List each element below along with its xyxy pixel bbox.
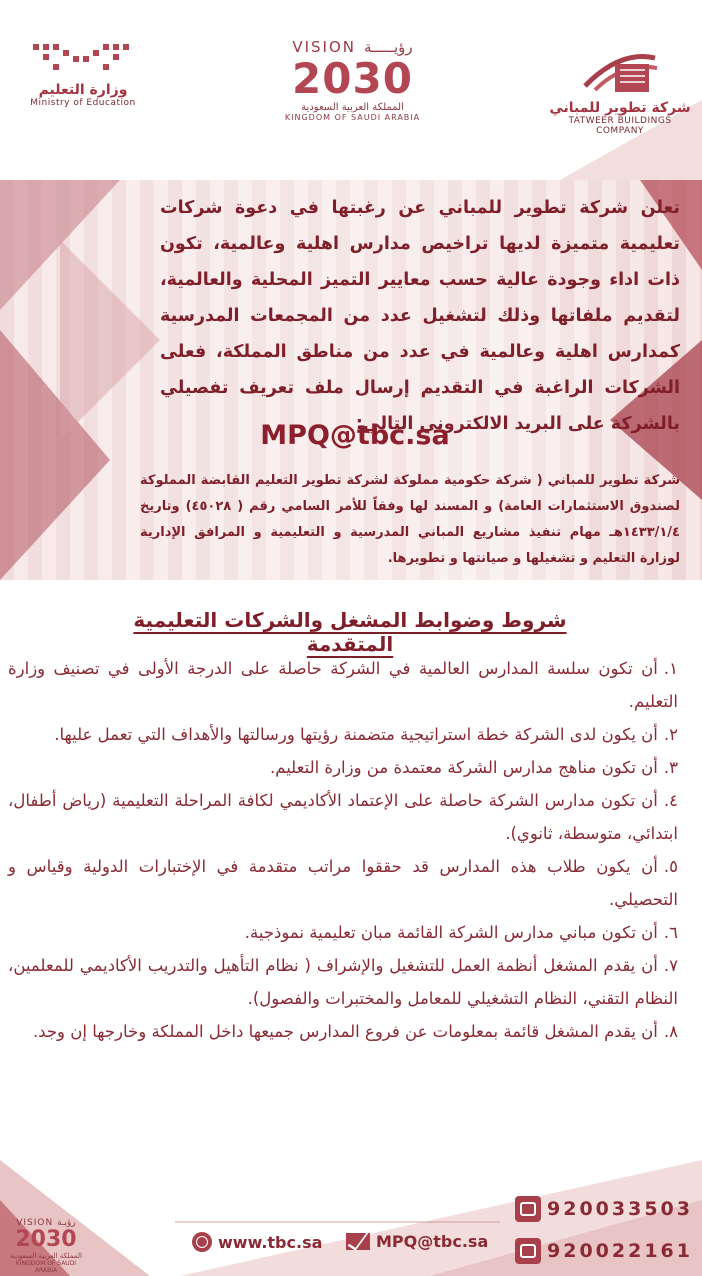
terms-title: شروط وضوابط المشغل والشركات التعليمية المتقدمة — [133, 608, 567, 656]
list-item — [8, 652, 678, 718]
list-item — [8, 949, 678, 1015]
item-number: ٢. — [663, 725, 678, 744]
building-icon — [575, 40, 665, 96]
item-number: ٧. — [663, 956, 678, 975]
item-number: ٨. — [663, 1022, 678, 1041]
tatweer-name-ar: شركة تطوير للمباني — [549, 100, 691, 116]
vision-year: 2030 — [292, 54, 413, 103]
phone-icon — [515, 1196, 541, 1222]
list-item — [8, 751, 678, 784]
phone-text-1: 920033503 — [547, 1198, 693, 1220]
footer-vision-logo — [6, 1218, 86, 1274]
tatweer-name-en: TATWEER BUILDINGS COMPANY — [568, 116, 672, 136]
envelope-icon — [346, 1233, 370, 1250]
terms-list — [8, 652, 678, 1048]
email-text: MPQ@tbc.sa — [376, 1232, 489, 1251]
kingdom-name-ar: المملكة العربية السعودية — [301, 102, 404, 113]
ministry-name-ar: وزارة التعليم — [38, 82, 128, 98]
phone-text-2: 920022161 — [547, 1240, 693, 1262]
announcement-banner — [0, 180, 702, 580]
phone-icon — [515, 1238, 541, 1264]
email-link[interactable] — [346, 1232, 488, 1251]
footer-vision-year: 2030 — [15, 1227, 77, 1252]
item-text: أن تكون مناهج مدارس الشركة معتمدة من وزارة التعليم. — [269, 758, 658, 777]
list-item — [8, 718, 678, 751]
tatweer-logo — [545, 40, 695, 136]
item-text: أن يقدم المشغل أنظمة العمل للتشغيل والإشراف ( نظام التأهيل والتدريب الأكاديمي للمعلمين، النظام التقني، النظام التشغيلي للمعامل والمختبرات والفصول). — [8, 956, 678, 1008]
item-number: ٤. — [663, 791, 678, 810]
item-number: ١. — [663, 659, 678, 678]
header — [0, 0, 702, 180]
ministry-logo — [8, 40, 158, 108]
ministry-name-en: Ministry of Education — [30, 98, 136, 108]
item-text: أن تكون مباني مدارس الشركة القائمة مبان تعليمية نموذجية. — [244, 923, 658, 942]
list-item — [8, 916, 678, 949]
phone-link-1[interactable] — [515, 1196, 693, 1222]
ministry-dots-icon — [28, 40, 138, 78]
list-item — [8, 784, 678, 850]
vision-2030-logo — [265, 38, 440, 122]
website-link[interactable] — [192, 1232, 322, 1252]
list-item — [8, 1015, 678, 1048]
item-text: أن تكون مدارس الشركة حاصلة على الإعتماد الأكاديمي لكافة المراحلة التعليمية (رياض أطفال، ابتدائي، متوسطة، ثانوي). — [8, 791, 678, 843]
item-text: أن يقدم المشغل قائمة بمعلومات عن فروع المدارس جميعها داخل المملكة وخارجها إن وجد. — [32, 1022, 658, 1041]
footer-vision-label-ar: رؤيـة — [57, 1218, 76, 1228]
website-text: www.tbc.sa — [218, 1232, 323, 1252]
announcement-email[interactable]: MPQ@tbc.sa — [260, 420, 450, 451]
vision-label-ar: رؤيـــــة — [363, 38, 413, 56]
footer-vision-label: VISION — [16, 1218, 54, 1228]
company-note: شركة تطوير للمباني ( شركة حكومية مملوكة لشركة تطوير التعليم القابضة المملوكة لصندوق الاستثمارات العامة) و المسند لها وفقاً للأمر السامي رقم ( ٤٥٠٢٨) وتاريخ ١٤٣٣/١/٤هـ مهام تنفيذ مشاريع المباني المدرسية و التعليمية و المرافق الإدارية لوزارة التعليم و تشغيلها و صيانتها و تطويرها. — [140, 473, 680, 566]
footer-kingdom-en: KINGDOM OF SAUDI ARABIA — [15, 1260, 77, 1274]
footer-kingdom-ar: المملكة العربية السعودية — [10, 1252, 82, 1260]
announcement-text: تعلن شركة تطوير للمباني عن رغبتها في دعوة شركات تعليمية متميزة لديها تراخيص مدارس اهلية وعالمية، تكون ذات اداء وجودة عالية حسب معايير التميز المحلية والعالمية، لتقديم ملفاتها وذلك لتشغيل عدد من المجمعات المدرسية كمدارس اهلية وعالمية في عدد من مناطق المملكة، فعلى الشركات الراغبة في التقديم إرسال ملف تعريف تفصيلي بالشركة على البريد الالكتروني التالي: — [160, 198, 680, 434]
item-number: ٣. — [663, 758, 678, 777]
phone-link-2[interactable] — [515, 1238, 693, 1264]
item-number: ٥. — [663, 857, 678, 876]
item-text: أن تكون سلسة المدارس العالمية في الشركة حاصلة على الدرجة الأولى في تصنيف وزارة التعليم. — [8, 659, 678, 711]
item-text: أن يكون لدى الشركة خطة استراتيجية متضمنة رؤيتها ورسالتها والأهداف التي تعمل عليها. — [54, 725, 658, 744]
item-text: أن يكون طلاب هذه المدارس قد حققوا مراتب متقدمة في الإختبارات الدولية وقياس و التحصيلي. — [8, 857, 678, 909]
item-number: ٦. — [663, 923, 678, 942]
vision-label: VISION — [292, 38, 356, 56]
list-item — [8, 850, 678, 916]
globe-icon — [192, 1232, 212, 1252]
kingdom-name-en: KINGDOM OF SAUDI ARABIA — [284, 113, 421, 122]
